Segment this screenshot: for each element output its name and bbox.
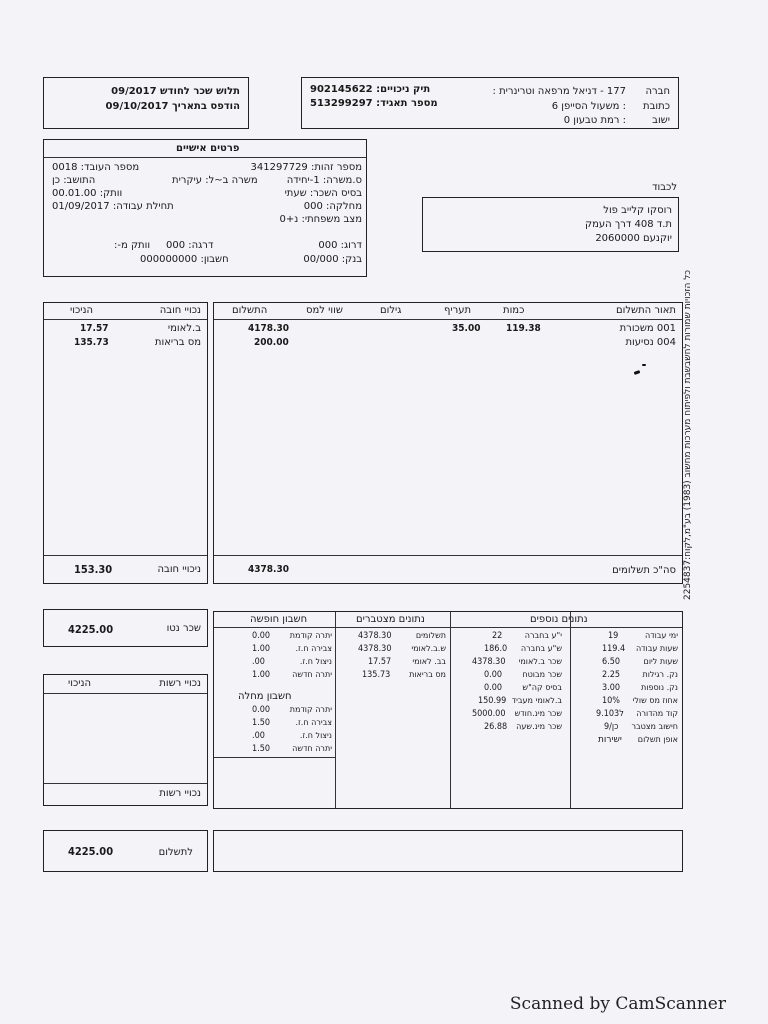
payment-qty: 119.38 bbox=[506, 323, 541, 334]
recipient-city: יוקנעם 2060000 bbox=[595, 233, 672, 244]
additional-key: ב.לאומי מעביד bbox=[511, 696, 562, 705]
address-value: : משעול הסייפן 6 bbox=[551, 101, 626, 112]
deductions-total-divider bbox=[44, 555, 207, 556]
payments-header-desc: תאור התשלום bbox=[615, 305, 676, 316]
sick-key: ניצול ח.ז. bbox=[299, 731, 332, 740]
scan-speck bbox=[642, 364, 646, 366]
grid-divider bbox=[570, 612, 571, 808]
sick-key: צבירה ח.ז. bbox=[295, 718, 332, 727]
copyright-side-text: כל הזכויות שמורות לחשבשבת ולפיתוח מערכות מחשוב (1983) בע"מ,לקוח:2254837 bbox=[683, 269, 693, 600]
account: חשבון: 000000000 bbox=[140, 254, 229, 265]
start-date: תחילת עבודה: 01/09/2017 bbox=[52, 201, 174, 212]
vacation-bottom-divider bbox=[214, 757, 335, 758]
personal-title: פרטים אישיים bbox=[176, 143, 240, 154]
address-key: כתובת bbox=[643, 101, 670, 112]
additional-value: 3.00 bbox=[602, 683, 621, 693]
residence: התושב: כן bbox=[52, 175, 96, 186]
company-key: חברה bbox=[645, 86, 670, 97]
payment-desc: 004 נסיעות bbox=[625, 337, 676, 348]
deduction-name: ב.לאומי bbox=[167, 323, 201, 334]
vacation-key: ניצול ח.ז. bbox=[299, 657, 332, 666]
additional-value: 0.00 bbox=[484, 670, 503, 680]
deductions-total-label: ניכויי חובה bbox=[157, 564, 201, 575]
additional-value: 2.25 bbox=[602, 670, 621, 680]
additional-value: 26.88 bbox=[484, 722, 508, 732]
additional-value: 119.4 bbox=[602, 644, 626, 654]
additional-value: 19 bbox=[608, 631, 619, 641]
employee-number: מספר העובד: 0018 bbox=[52, 162, 140, 173]
notes-box bbox=[213, 830, 683, 872]
deductions-box bbox=[43, 302, 208, 584]
data-grid-box bbox=[213, 611, 683, 809]
grid-header-divider bbox=[214, 627, 335, 628]
additional-value: 9/כן bbox=[604, 722, 619, 732]
additional-value: 22 bbox=[492, 631, 503, 641]
payments-header-gross-up: גילום bbox=[380, 305, 402, 316]
voluntary-header-value: הניכוי bbox=[68, 678, 92, 689]
deduction-name: מס בריאות bbox=[154, 337, 201, 348]
sick-value: 0.00 bbox=[252, 705, 271, 715]
honor-label: לכבוד bbox=[652, 182, 677, 193]
recipient-box bbox=[422, 197, 679, 252]
seniority-from: וותק מ-: bbox=[114, 240, 151, 251]
cumulative-key: תשלומים bbox=[415, 631, 446, 640]
additional-value: 150.99 bbox=[478, 696, 507, 706]
additional-key: בסיס קה"ש bbox=[522, 683, 562, 692]
vacation-title: חשבון חופשה bbox=[250, 614, 308, 625]
to-pay-value: 4225.00 bbox=[68, 845, 114, 858]
city-key: ישוב bbox=[652, 115, 670, 126]
department: מחלקה: 000 bbox=[303, 201, 362, 212]
to-pay-box bbox=[43, 830, 208, 872]
additional-value: 4378.30 bbox=[472, 657, 506, 667]
cumulative-title: נתונים מצטברים bbox=[356, 614, 425, 625]
recipient-pobox: ת.ד 408 דרך העמק bbox=[585, 219, 672, 230]
sick-value: 1.50 bbox=[252, 718, 271, 728]
additional-key: קוד מהדורה bbox=[636, 709, 678, 718]
additional-value: 6.50 bbox=[602, 657, 621, 667]
deductions-header-divider bbox=[44, 319, 207, 320]
job-type: משרה ב~ל: עיקרית bbox=[172, 175, 258, 186]
voluntary-header-divider bbox=[44, 693, 207, 694]
payments-header-amount: התשלום bbox=[232, 305, 268, 316]
seniority: וותק: 00.01.00 bbox=[52, 188, 123, 199]
additional-key: נק. רגילות bbox=[642, 670, 678, 679]
deduction-value: 17.57 bbox=[80, 323, 109, 334]
wage-base: בסיס השכר: שעתי bbox=[284, 188, 362, 199]
net-salary-value: 4225.00 bbox=[68, 623, 114, 636]
scan-speck bbox=[634, 370, 641, 375]
sick-value: .00 bbox=[252, 731, 265, 741]
voluntary-total-divider bbox=[44, 783, 207, 784]
payments-total-divider bbox=[214, 555, 682, 556]
sick-key: יתרה חדשה bbox=[292, 744, 332, 753]
payments-header-qty: כמות bbox=[503, 305, 525, 316]
family-status: מצב משפחתי: נ+0 bbox=[279, 214, 362, 225]
payment-desc: 001 משכורת bbox=[619, 323, 676, 334]
vacation-value: 1.00 bbox=[252, 670, 271, 680]
additional-key: שעות ליום bbox=[643, 657, 678, 666]
recipient-name: רוסקו קלייב פול bbox=[603, 205, 672, 216]
payments-total-value: 4378.30 bbox=[248, 564, 289, 575]
additional-key: שכר מינ.שעה bbox=[516, 722, 562, 731]
additional-key: נק. נוספות bbox=[641, 683, 678, 692]
cumulative-value: 4378.30 bbox=[358, 644, 392, 654]
additional-key: חישוב מצטבר bbox=[631, 722, 678, 731]
personal-title-divider bbox=[44, 157, 366, 158]
additional-key: אופן תשלום bbox=[637, 735, 678, 744]
corp-number: מספר תאגיד: 513299297 bbox=[310, 98, 438, 109]
scanner-footer: Scanned by CamScanner bbox=[509, 994, 726, 1014]
payments-header-divider bbox=[214, 319, 682, 320]
grid-divider bbox=[450, 612, 451, 808]
deductions-total-value: 153.30 bbox=[74, 563, 113, 576]
voluntary-header-name: נכויי רשות bbox=[159, 678, 201, 689]
cumulative-key: מס בריאות bbox=[409, 670, 446, 679]
additional-key: שכר ב.לאומי bbox=[518, 657, 562, 666]
grid-divider bbox=[335, 612, 336, 808]
cumulative-value: 4378.30 bbox=[358, 631, 392, 641]
net-salary-label: שכר נטו bbox=[166, 623, 201, 634]
net-salary-box bbox=[43, 609, 208, 647]
deduction-value: 135.73 bbox=[74, 337, 109, 348]
additional-value: 0.00 bbox=[484, 683, 503, 693]
payment-rate: 35.00 bbox=[452, 323, 481, 334]
additional-value: ישירות bbox=[598, 735, 622, 745]
company-box bbox=[301, 77, 679, 129]
sick-value: 1.50 bbox=[252, 744, 271, 754]
payments-header-taxable: שווי למס bbox=[306, 305, 343, 316]
id-number: מספר זהות: 341297729 bbox=[250, 162, 362, 173]
personal-box bbox=[43, 139, 367, 277]
vacation-value: 0.00 bbox=[252, 631, 271, 641]
sick-key: יתרה קודמת bbox=[289, 705, 332, 714]
additional-key: שעות עבודה bbox=[635, 644, 678, 653]
sick-title: חשבון מחלה bbox=[238, 691, 292, 702]
company-value: 177 - דניאל מרפאה וטרינרית : bbox=[492, 86, 626, 97]
vacation-key: יתרה קודמת bbox=[289, 631, 332, 640]
payment-amount: 4178.30 bbox=[248, 323, 289, 334]
voluntary-total-label: נכויי רשות bbox=[159, 788, 201, 799]
additional-value: 10% bbox=[602, 696, 620, 706]
cumulative-key: ש.ב.לאומי bbox=[411, 644, 446, 653]
cumulative-value: 135.73 bbox=[362, 670, 391, 680]
to-pay-label: לתשלום bbox=[158, 847, 193, 858]
additional-value: 186.0 bbox=[484, 644, 508, 654]
payments-box bbox=[213, 302, 683, 584]
grid-header-divider bbox=[335, 627, 450, 628]
tax-file: תיק ניכויים: 902145622 bbox=[310, 84, 431, 95]
deductions-header-value: הניכוי bbox=[70, 305, 94, 316]
period-box bbox=[43, 77, 249, 129]
additional-title: נתונים נוספים bbox=[530, 614, 588, 625]
vacation-key: צבירה ח.ז. bbox=[295, 644, 332, 653]
payments-header-rate: תעריף bbox=[444, 305, 472, 316]
additional-key: שכר מבוטח bbox=[522, 670, 562, 679]
additional-key: ימי עבודה bbox=[645, 631, 678, 640]
deductions-header-name: נכויי חובה bbox=[159, 305, 201, 316]
cumulative-value: 17.57 bbox=[368, 657, 392, 667]
additional-key: י"ע בחברה bbox=[524, 631, 562, 640]
additional-key: שכר מינ.חודש bbox=[514, 709, 562, 718]
cumulative-key: בב. לאומי bbox=[412, 657, 446, 666]
vacation-key: יתרה חדשה bbox=[292, 670, 332, 679]
additional-key: אחוז מס שולי bbox=[632, 696, 678, 705]
additional-value: 5000.00 bbox=[472, 709, 506, 719]
payments-total-label: סה"כ תשלומים bbox=[612, 565, 676, 576]
bank: בנק: 00/000 bbox=[303, 254, 362, 265]
additional-key: ש"ע בחברה bbox=[520, 644, 562, 653]
payslip-period: תלוש שכר לחודש 09/2017 bbox=[111, 86, 240, 97]
rank: דרגה: 000 bbox=[166, 240, 214, 251]
grid-header-divider bbox=[450, 627, 682, 628]
voluntary-box bbox=[43, 674, 208, 806]
city-value: : רמת טבעון 0 bbox=[563, 115, 626, 126]
position-type: ס.משרה: 1-יחידה bbox=[286, 175, 362, 186]
vacation-value: .00 bbox=[252, 657, 265, 667]
payment-amount: 200.00 bbox=[254, 337, 289, 348]
additional-value: 9.103ל bbox=[596, 709, 624, 719]
vacation-value: 1.00 bbox=[252, 644, 271, 654]
grade: דרוג: 000 bbox=[318, 240, 362, 251]
print-date: הודפס בתאריך 09/10/2017 bbox=[105, 101, 240, 112]
